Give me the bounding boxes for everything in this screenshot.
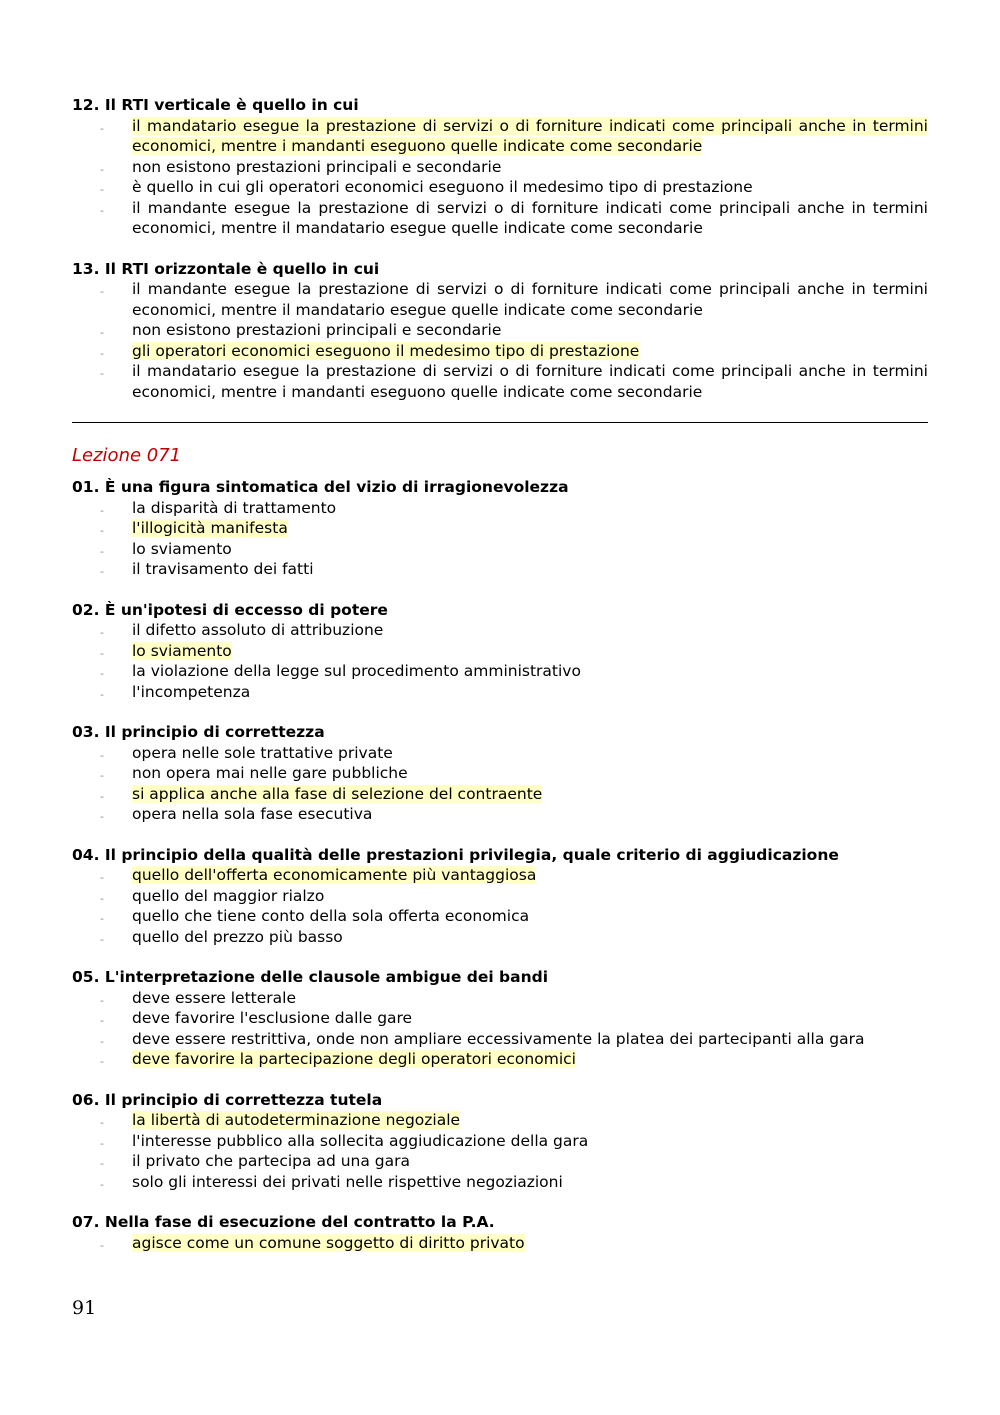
answer-text: l'illogicità manifesta	[132, 519, 288, 537]
answer-text: lo sviamento	[132, 641, 232, 660]
answer-option	[72, 1151, 928, 1172]
answer-text: l'incompetenza	[132, 682, 251, 701]
answer-option	[72, 361, 928, 402]
page-number: 91	[72, 1297, 97, 1319]
question-title: 07. Nella fase di esecuzione del contratto la P.A.	[72, 1213, 495, 1231]
bullet-icon: ‐	[100, 203, 104, 217]
answer-text: deve essere letterale	[132, 988, 296, 1007]
answer-text: il mandante esegue la prestazione di servizi o di forniture indicati come principali anche in termini economici, mentre il mandatario esegue quelle indicate come secondarie	[132, 198, 928, 237]
answer-options	[72, 116, 928, 239]
bullet-icon: ‐	[100, 1055, 104, 1068]
bullet-icon: ‐	[100, 326, 104, 339]
answer-options	[72, 279, 928, 402]
answer-option	[72, 743, 928, 764]
answer-option	[72, 177, 928, 198]
question	[72, 967, 928, 1070]
answer-options	[72, 1110, 928, 1192]
answer-options	[72, 620, 928, 702]
answer-option-correct	[72, 518, 928, 539]
answer-option	[72, 682, 928, 703]
answer-text: quello che tiene conto della sola offerta economica	[132, 907, 530, 925]
answer-text: il mandatario esegue la prestazione di servizi o di forniture indicati come principali anche in termini economici, mentre i mandanti eseguono quelle indicate come secondarie	[132, 362, 928, 401]
answer-option	[72, 539, 928, 560]
answer-text: quello dell'offerta economicamente più vantaggiosa	[132, 866, 537, 884]
question-title: 06. Il principio di correttezza tutela	[72, 1090, 383, 1109]
bullet-icon: ‐	[100, 1116, 104, 1129]
answer-option	[72, 1029, 928, 1050]
answer-option-correct	[72, 784, 928, 805]
bullet-icon: ‐	[100, 891, 104, 905]
bullet-icon: ‐	[100, 183, 104, 196]
bullet-icon: ‐	[100, 367, 104, 380]
bullet-icon: ‐	[100, 871, 104, 884]
answer-text: il travisamento dei fatti	[132, 560, 314, 578]
question	[72, 845, 928, 948]
question	[72, 1212, 928, 1253]
answer-option-correct	[72, 865, 928, 886]
answer-option-correct	[72, 116, 928, 157]
answer-text: quello del maggior rialzo	[132, 886, 325, 905]
question-group-previous-lesson	[72, 95, 928, 402]
bullet-icon: ‐	[100, 1157, 104, 1170]
answer-text: il privato che partecipa ad una gara	[132, 1152, 410, 1170]
answer-text: la disparità di trattamento	[132, 498, 337, 517]
answer-option	[72, 804, 928, 825]
answer-option	[72, 620, 928, 641]
bullet-icon: ‐	[100, 769, 104, 782]
answer-option	[72, 763, 928, 784]
bullet-icon: ‐	[100, 626, 104, 639]
answer-text: deve essere restrittiva, onde non ampliare eccessivamente la platea dei partecipanti alla gara	[132, 1029, 865, 1048]
bullet-icon: ‐	[100, 810, 104, 823]
answer-option	[72, 1172, 928, 1193]
bullet-icon: ‐	[100, 285, 104, 298]
question-title: 03. Il principio di correttezza	[72, 723, 325, 741]
bullet-icon: ‐	[100, 932, 104, 946]
question-title: 05. L'interpretazione delle clausole ambigue dei bandi	[72, 968, 549, 986]
answer-text: si applica anche alla fase di selezione del contraente	[132, 784, 543, 803]
bullet-icon: ‐	[100, 503, 104, 517]
bullet-icon: ‐	[100, 1014, 104, 1027]
bullet-icon: ‐	[100, 1034, 104, 1048]
bullet-icon: ‐	[100, 524, 104, 537]
answer-text: il mandatario esegue la prestazione di servizi o di forniture indicati come principali anche in termini economici, mentre i mandanti eseguono quelle indicate come secondarie	[132, 116, 928, 155]
answer-options	[72, 743, 928, 825]
bullet-icon: ‐	[100, 667, 104, 680]
answer-option	[72, 157, 928, 178]
bullet-icon: ‐	[100, 1177, 104, 1191]
answer-option	[72, 1131, 928, 1152]
answer-option	[72, 198, 928, 239]
answer-text: il mandante esegue la prestazione di servizi o di forniture indicati come principali anche in termini economici, mentre il mandatario esegue quelle indicate come secondarie	[132, 280, 928, 319]
answer-option	[72, 988, 928, 1009]
answer-text: l'interesse pubblico alla sollecita aggiudicazione della gara	[132, 1131, 589, 1150]
question	[72, 722, 928, 825]
question	[72, 600, 928, 703]
answer-text: non esistono prestazioni principali e secondarie	[132, 321, 502, 339]
answer-option	[72, 279, 928, 320]
answer-option	[72, 1008, 928, 1029]
bullet-icon: ‐	[100, 565, 104, 578]
answer-text: quello del prezzo più basso	[132, 927, 343, 946]
bullet-icon: ‐	[100, 544, 104, 558]
bullet-icon: ‐	[100, 748, 104, 762]
answer-options	[72, 1233, 928, 1254]
answer-text: la libertà di autodeterminazione negoziale	[132, 1111, 461, 1129]
answer-option	[72, 661, 928, 682]
answer-text: il difetto assoluto di attribuzione	[132, 621, 384, 639]
section-divider	[72, 422, 928, 423]
bullet-icon: ‐	[100, 993, 104, 1007]
answer-option	[72, 498, 928, 519]
bullet-icon: ‐	[100, 687, 104, 701]
answer-text: non esistono prestazioni principali e secondarie	[132, 157, 502, 176]
answer-text: non opera mai nelle gare pubbliche	[132, 764, 408, 782]
question-title: 13. Il RTI orizzontale è quello in cui	[72, 259, 380, 278]
question-group-lesson	[72, 477, 928, 1253]
answer-text: opera nella sola fase esecutiva	[132, 805, 373, 823]
question	[72, 95, 928, 239]
answer-text: lo sviamento	[132, 539, 232, 558]
answer-option-correct	[72, 1233, 928, 1254]
answer-text: deve favorire la partecipazione degli operatori economici	[132, 1050, 576, 1068]
question	[72, 259, 928, 403]
lesson-title: Lezione 071	[72, 445, 182, 466]
question-title: 04. Il principio della qualità delle prestazioni privilegia, quale criterio di aggiudicazione	[72, 845, 839, 864]
answer-text: agisce come un comune soggetto di diritto privato	[132, 1233, 525, 1252]
answer-text: gli operatori economici eseguono il medesimo tipo di prestazione	[132, 341, 640, 360]
bullet-icon: ‐	[100, 1136, 104, 1150]
answer-option-correct	[72, 341, 928, 362]
bullet-icon: ‐	[100, 789, 104, 803]
bullet-icon: ‐	[100, 121, 104, 135]
question-title: 12. Il RTI verticale è quello in cui	[72, 96, 359, 114]
answer-option	[72, 559, 928, 580]
answer-text: solo gli interessi dei privati nelle rispettive negoziazioni	[132, 1172, 563, 1191]
bullet-icon: ‐	[100, 912, 104, 925]
answer-options	[72, 865, 928, 947]
answer-text: è quello in cui gli operatori economici eseguono il medesimo tipo di prestazione	[132, 178, 753, 196]
question	[72, 1090, 928, 1193]
answer-option	[72, 906, 928, 927]
question-title: 02. È un'ipotesi di eccesso di potere	[72, 600, 388, 619]
bullet-icon: ‐	[100, 1238, 104, 1252]
answer-text: opera nelle sole trattative private	[132, 743, 393, 762]
document-page	[72, 95, 928, 1273]
answer-option-correct	[72, 1110, 928, 1131]
answer-option-correct	[72, 1049, 928, 1070]
answer-option	[72, 320, 928, 341]
answer-options	[72, 988, 928, 1070]
answer-text: la violazione della legge sul procedimento amministrativo	[132, 662, 581, 680]
answer-text: deve favorire l'esclusione dalle gare	[132, 1009, 413, 1027]
answer-option	[72, 927, 928, 948]
answer-option-correct	[72, 641, 928, 662]
question	[72, 477, 928, 580]
answer-option	[72, 886, 928, 907]
bullet-icon: ‐	[100, 346, 104, 360]
answer-options	[72, 498, 928, 580]
question-title: 01. È una figura sintomatica del vizio di irragionevolezza	[72, 478, 569, 496]
bullet-icon: ‐	[100, 162, 104, 176]
bullet-icon: ‐	[100, 646, 104, 660]
